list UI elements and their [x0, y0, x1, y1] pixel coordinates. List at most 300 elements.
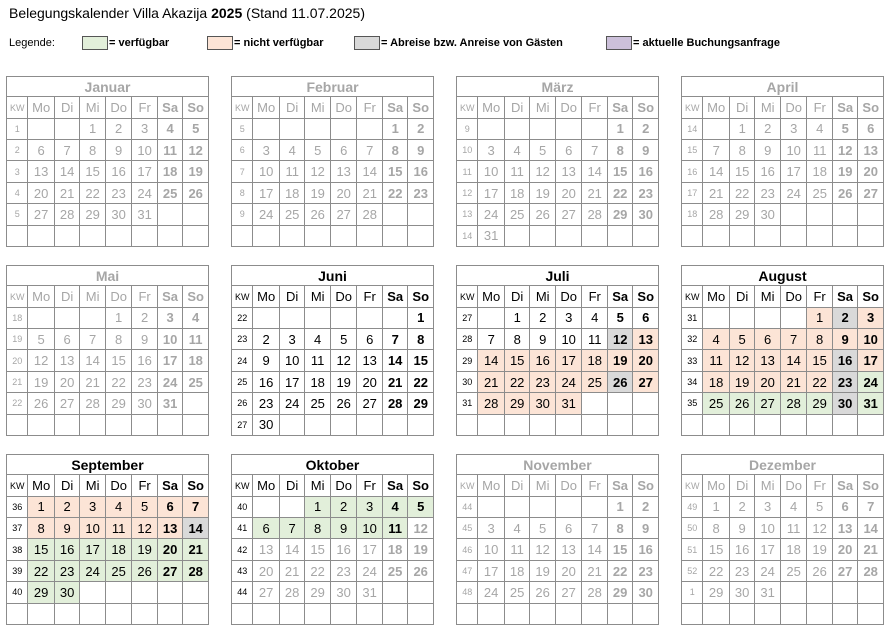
empty-cell — [582, 118, 608, 139]
day-cell: 22 — [382, 182, 408, 203]
day-cell: 23 — [633, 560, 659, 581]
day-cell: 10 — [279, 350, 305, 371]
month-maerz — [456, 76, 659, 247]
empty-cell — [183, 603, 209, 624]
weekday-header: Mi — [305, 475, 330, 496]
weekday-header: Sa — [157, 475, 182, 496]
kw-header: KW — [7, 286, 28, 307]
kw-header: KW — [7, 475, 28, 496]
week-row — [7, 350, 209, 371]
day-cell: 3 — [357, 496, 382, 517]
day-cell: 2 — [54, 496, 79, 517]
weekday-header: Di — [504, 475, 529, 496]
day-cell: 14 — [582, 539, 607, 560]
empty-cell — [582, 603, 607, 624]
day-cell: 21 — [478, 371, 505, 392]
day-cell: 24 — [253, 204, 280, 225]
day-cell: 16 — [633, 161, 659, 182]
empty-cell — [504, 414, 530, 435]
day-cell: 23 — [832, 371, 857, 392]
day-cell: 2 — [832, 307, 857, 328]
day-cell: 21 — [279, 560, 304, 581]
weekday-header: Mi — [80, 97, 105, 118]
empty-cell — [305, 307, 331, 328]
day-cell: 20 — [54, 371, 79, 392]
week-row — [7, 518, 209, 539]
week-number — [232, 225, 253, 246]
day-cell: 20 — [357, 371, 383, 392]
empty-cell — [555, 414, 582, 435]
day-cell: 6 — [253, 518, 280, 539]
week-row — [682, 496, 884, 517]
day-cell: 22 — [305, 560, 330, 581]
day-cell: 11 — [105, 518, 132, 539]
week-row — [7, 560, 209, 581]
day-cell: 14 — [478, 350, 505, 371]
empty-cell — [504, 118, 530, 139]
empty-cell — [105, 582, 132, 603]
day-cell: 4 — [703, 329, 730, 350]
empty-cell — [729, 225, 755, 246]
day-cell: 19 — [330, 371, 357, 392]
empty-cell — [633, 225, 659, 246]
empty-cell — [478, 603, 505, 624]
weekday-header: Fr — [357, 475, 382, 496]
day-cell: 28 — [279, 582, 304, 603]
month-title: Februar — [232, 77, 434, 97]
month-title: November — [457, 455, 659, 475]
weekday-header: Mi — [530, 475, 555, 496]
empty-cell — [703, 307, 730, 328]
week-row — [682, 414, 884, 435]
empty-cell — [330, 307, 357, 328]
day-cell: 27 — [253, 582, 280, 603]
empty-cell — [780, 603, 807, 624]
empty-cell — [832, 225, 858, 246]
day-cell: 27 — [633, 371, 659, 392]
day-cell: 12 — [530, 161, 556, 182]
day-cell: 18 — [105, 539, 132, 560]
day-cell: 19 — [530, 182, 556, 203]
week-row — [457, 329, 659, 350]
empty-cell — [555, 496, 582, 517]
week-row — [682, 307, 884, 328]
day-cell: 7 — [478, 329, 505, 350]
kw-header: KW — [682, 286, 703, 307]
empty-cell — [105, 225, 132, 246]
week-row — [682, 118, 884, 139]
empty-cell — [253, 225, 280, 246]
day-cell: 25 — [807, 182, 833, 203]
empty-cell — [28, 307, 55, 328]
day-cell: 24 — [555, 371, 582, 392]
weekday-header: Fr — [132, 475, 157, 496]
week-number: 50 — [682, 518, 703, 539]
week-number: 14 — [682, 118, 703, 139]
week-number: 27 — [457, 307, 478, 328]
day-cell: 8 — [408, 329, 434, 350]
day-cell: 15 — [807, 350, 832, 371]
day-cell: 15 — [729, 161, 755, 182]
day-cell: 15 — [607, 161, 633, 182]
day-cell: 17 — [555, 350, 582, 371]
day-cell: 18 — [504, 560, 529, 581]
weekday-header: Mi — [305, 97, 331, 118]
day-cell: 6 — [357, 329, 383, 350]
day-cell: 3 — [858, 307, 884, 328]
weekday-header: Sa — [607, 475, 632, 496]
empty-cell — [80, 603, 105, 624]
day-cell: 22 — [607, 182, 633, 203]
empty-cell — [504, 496, 529, 517]
empty-cell — [382, 204, 408, 225]
day-cell: 23 — [132, 371, 157, 392]
day-cell: 25 — [382, 560, 407, 581]
day-cell: 24 — [478, 582, 505, 603]
day-cell: 6 — [832, 496, 857, 517]
empty-cell — [858, 414, 884, 435]
day-cell: 13 — [555, 539, 582, 560]
empty-cell — [807, 204, 833, 225]
day-cell: 27 — [832, 560, 857, 581]
week-number: 35 — [682, 393, 703, 414]
day-cell: 21 — [582, 560, 607, 581]
day-cell: 16 — [832, 350, 857, 371]
day-cell: 19 — [807, 539, 832, 560]
weekday-header: Sa — [157, 97, 182, 118]
day-cell: 18 — [279, 182, 305, 203]
day-cell: 29 — [504, 393, 530, 414]
day-cell: 2 — [530, 307, 556, 328]
day-cell: 21 — [382, 371, 408, 392]
week-number: 18 — [7, 307, 28, 328]
empty-cell — [478, 118, 505, 139]
weekday-header: Di — [729, 286, 754, 307]
day-cell: 21 — [183, 539, 209, 560]
month-august — [681, 265, 884, 436]
day-cell: 6 — [555, 140, 582, 161]
day-cell: 7 — [54, 140, 79, 161]
day-cell: 11 — [279, 161, 305, 182]
empty-cell — [408, 582, 434, 603]
empty-cell — [132, 414, 157, 435]
day-cell: 29 — [607, 582, 632, 603]
weekday-header: Do — [555, 475, 582, 496]
day-cell: 20 — [330, 182, 357, 203]
day-cell: 23 — [530, 371, 556, 392]
day-cell: 12 — [183, 140, 209, 161]
month-title: Januar — [7, 77, 209, 97]
week-number: 10 — [457, 140, 478, 161]
day-cell: 28 — [780, 393, 807, 414]
day-cell: 14 — [858, 518, 884, 539]
empty-cell — [607, 414, 633, 435]
day-cell: 24 — [157, 371, 182, 392]
day-cell: 4 — [157, 118, 182, 139]
day-cell: 23 — [330, 560, 357, 581]
empty-cell — [729, 307, 754, 328]
day-cell: 7 — [582, 518, 607, 539]
day-cell: 10 — [357, 518, 382, 539]
day-cell: 11 — [703, 350, 730, 371]
day-cell: 7 — [183, 496, 209, 517]
month-title: Juli — [457, 266, 659, 286]
day-cell: 7 — [780, 329, 807, 350]
day-cell: 1 — [703, 496, 730, 517]
day-cell: 29 — [807, 393, 832, 414]
day-cell: 28 — [582, 582, 607, 603]
day-cell: 11 — [582, 329, 608, 350]
day-cell: 30 — [253, 414, 280, 435]
empty-cell — [279, 118, 305, 139]
empty-cell — [478, 414, 505, 435]
empty-cell — [807, 603, 832, 624]
legend-swatch-unavailable — [207, 36, 233, 50]
day-cell: 9 — [530, 329, 556, 350]
weekday-header: Sa — [382, 97, 408, 118]
week-number: 12 — [457, 182, 478, 203]
day-cell: 29 — [80, 204, 105, 225]
day-cell: 5 — [28, 329, 55, 350]
empty-cell — [183, 414, 209, 435]
day-cell: 1 — [408, 307, 434, 328]
day-cell: 3 — [555, 307, 582, 328]
empty-cell — [729, 603, 754, 624]
day-cell: 18 — [183, 350, 209, 371]
legend-swatch-available — [82, 36, 108, 50]
day-cell: 14 — [183, 518, 209, 539]
day-cell: 5 — [530, 518, 555, 539]
day-cell: 12 — [305, 161, 331, 182]
day-cell: 17 — [780, 161, 807, 182]
week-number: 19 — [7, 329, 28, 350]
day-cell: 16 — [633, 539, 659, 560]
day-cell: 25 — [183, 371, 209, 392]
day-cell: 23 — [253, 393, 280, 414]
day-cell: 28 — [80, 393, 105, 414]
day-cell: 27 — [54, 393, 79, 414]
day-cell: 26 — [530, 204, 556, 225]
week-number: 36 — [7, 496, 28, 517]
day-cell: 17 — [279, 371, 305, 392]
kw-header: KW — [457, 475, 478, 496]
day-cell: 19 — [28, 371, 55, 392]
weekday-header: Mo — [253, 97, 280, 118]
weekday-header: Do — [780, 286, 807, 307]
day-cell: 17 — [755, 539, 780, 560]
week-number — [457, 603, 478, 624]
week-number: 11 — [457, 161, 478, 182]
day-cell: 25 — [703, 393, 730, 414]
day-cell: 31 — [755, 582, 780, 603]
week-number: 52 — [682, 560, 703, 581]
kw-header: KW — [232, 97, 253, 118]
day-cell: 19 — [408, 539, 434, 560]
day-cell: 3 — [279, 329, 305, 350]
weekday-header: Do — [105, 97, 132, 118]
week-number: 30 — [457, 371, 478, 392]
day-cell: 8 — [80, 140, 105, 161]
week-row — [682, 161, 884, 182]
day-cell: 17 — [253, 182, 280, 203]
week-number: 13 — [457, 204, 478, 225]
empty-cell — [703, 414, 730, 435]
day-cell: 26 — [132, 560, 157, 581]
day-cell: 2 — [633, 118, 659, 139]
week-row — [232, 329, 434, 350]
week-row — [682, 539, 884, 560]
week-number: 40 — [7, 582, 28, 603]
empty-cell — [832, 603, 857, 624]
week-number: 39 — [7, 560, 28, 581]
week-number: 9 — [457, 118, 478, 139]
legend-swatch-changeover — [354, 36, 380, 50]
day-cell: 16 — [530, 350, 556, 371]
empty-cell — [279, 603, 304, 624]
day-cell: 14 — [780, 350, 807, 371]
day-cell: 26 — [530, 582, 555, 603]
week-number: 29 — [457, 350, 478, 371]
day-cell: 11 — [504, 161, 530, 182]
day-cell: 13 — [28, 161, 55, 182]
empty-cell — [607, 603, 632, 624]
week-number: 45 — [457, 518, 478, 539]
day-cell: 2 — [755, 118, 781, 139]
day-cell: 13 — [832, 518, 857, 539]
day-cell: 9 — [729, 518, 754, 539]
day-cell: 5 — [729, 329, 754, 350]
day-cell: 6 — [755, 329, 780, 350]
day-cell: 29 — [305, 582, 330, 603]
empty-cell — [54, 603, 79, 624]
day-cell: 10 — [555, 329, 582, 350]
weekday-header: Di — [729, 475, 754, 496]
empty-cell — [357, 307, 383, 328]
empty-cell — [80, 307, 105, 328]
week-number: 27 — [232, 414, 253, 435]
weekday-header: Sa — [607, 97, 633, 118]
day-cell: 26 — [330, 393, 357, 414]
day-cell: 10 — [858, 329, 884, 350]
week-number: 4 — [7, 182, 28, 203]
week-number: 37 — [7, 518, 28, 539]
kw-header: KW — [7, 97, 28, 118]
weekday-header: So — [633, 286, 659, 307]
day-cell: 12 — [832, 140, 858, 161]
month-oktober — [231, 454, 434, 625]
empty-cell — [703, 603, 730, 624]
week-row — [232, 350, 434, 371]
day-cell: 12 — [28, 350, 55, 371]
day-cell: 20 — [858, 161, 884, 182]
weekday-header: Do — [330, 475, 357, 496]
week-row — [7, 118, 209, 139]
kw-header: KW — [457, 97, 478, 118]
day-cell: 21 — [703, 182, 730, 203]
empty-cell — [408, 603, 434, 624]
empty-cell — [132, 603, 157, 624]
weekday-header: Fr — [807, 97, 833, 118]
day-cell: 8 — [28, 518, 55, 539]
day-cell: 17 — [478, 182, 505, 203]
week-number: 32 — [682, 329, 703, 350]
month-title: April — [682, 77, 884, 97]
day-cell: 15 — [504, 350, 530, 371]
empty-cell — [729, 414, 754, 435]
day-cell: 21 — [357, 182, 383, 203]
week-row — [457, 496, 659, 517]
weekday-header: Di — [54, 475, 79, 496]
day-cell: 13 — [330, 161, 357, 182]
empty-cell — [80, 414, 105, 435]
day-cell: 6 — [157, 496, 182, 517]
day-cell: 28 — [582, 204, 608, 225]
day-cell: 5 — [607, 307, 633, 328]
empty-cell — [408, 414, 434, 435]
day-cell: 4 — [807, 118, 833, 139]
empty-cell — [28, 603, 55, 624]
day-cell: 4 — [279, 140, 305, 161]
day-cell: 2 — [132, 307, 157, 328]
day-cell: 15 — [28, 539, 55, 560]
empty-cell — [807, 582, 832, 603]
day-cell: 28 — [382, 393, 408, 414]
month-juni — [231, 265, 434, 436]
day-cell: 8 — [703, 518, 730, 539]
day-cell: 7 — [357, 140, 383, 161]
week-row — [232, 371, 434, 392]
day-cell: 29 — [729, 204, 755, 225]
empty-cell — [305, 603, 330, 624]
month-november — [456, 454, 659, 625]
week-row — [457, 560, 659, 581]
empty-cell — [357, 603, 382, 624]
empty-cell — [555, 118, 582, 139]
day-cell: 11 — [183, 329, 209, 350]
day-cell: 24 — [80, 560, 105, 581]
empty-cell — [607, 225, 633, 246]
week-row — [232, 518, 434, 539]
day-cell: 26 — [832, 182, 858, 203]
day-cell: 12 — [408, 518, 434, 539]
weekday-header: Sa — [607, 286, 633, 307]
empty-cell — [330, 225, 357, 246]
day-cell: 13 — [555, 161, 582, 182]
day-cell: 12 — [729, 350, 754, 371]
week-number: 42 — [232, 539, 253, 560]
empty-cell — [54, 225, 79, 246]
weekday-header: Fr — [132, 286, 157, 307]
weekday-header: Do — [105, 475, 132, 496]
day-cell: 20 — [555, 182, 582, 203]
day-cell: 20 — [555, 560, 582, 581]
empty-cell — [582, 225, 608, 246]
week-number: 20 — [7, 350, 28, 371]
day-cell: 8 — [105, 329, 132, 350]
day-cell: 8 — [729, 140, 755, 161]
day-cell: 10 — [157, 329, 182, 350]
day-cell: 17 — [80, 539, 105, 560]
day-cell: 26 — [729, 393, 754, 414]
day-cell: 9 — [408, 140, 434, 161]
day-cell: 8 — [382, 140, 408, 161]
empty-cell — [157, 582, 182, 603]
day-cell: 10 — [253, 161, 280, 182]
day-cell: 24 — [478, 204, 505, 225]
day-cell: 15 — [703, 539, 730, 560]
day-cell: 18 — [582, 350, 608, 371]
legend-unavailable — [207, 36, 324, 50]
